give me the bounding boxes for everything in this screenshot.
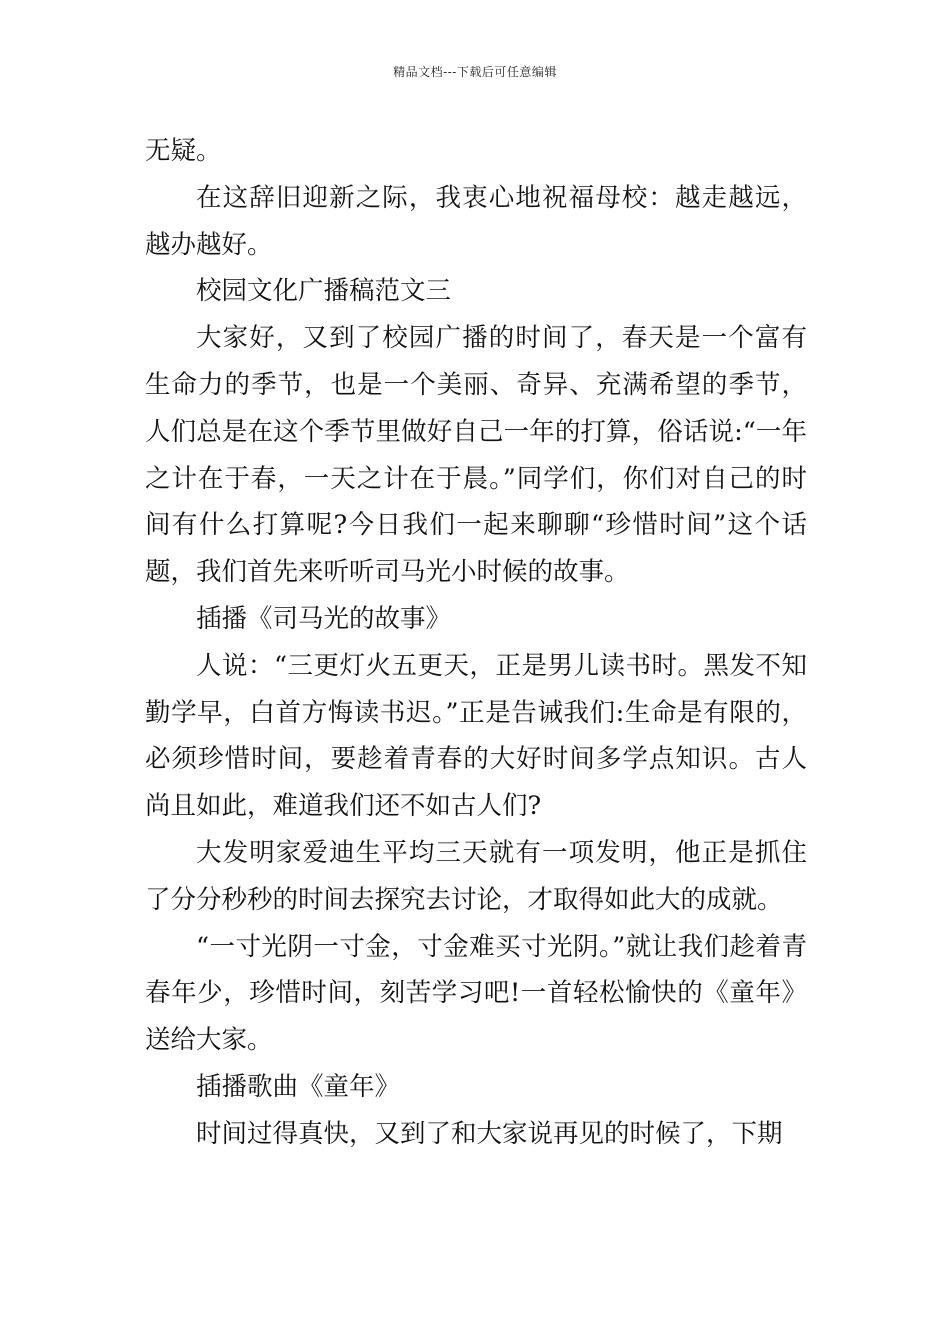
document-body (145, 128, 807, 1158)
insert-note-2: 插播歌曲《童年》 (196, 1071, 401, 1102)
paragraph-2: 在这辞旧迎新之际，我衷心地祝福母校：越走越远，越办越好。 (145, 182, 807, 260)
paragraph-4: 人说：“三更灯火五更天，正是男儿读书时。黑发不知勤学早，白首方悔读书迟。”正是告诫我们:生命是有限的，必须珍惜时间，要趁着青春的大好时间多学点知识。古人尚且如此，难道我们还不如古人们? (145, 650, 807, 822)
paragraph-6: “一寸光阴一寸金，寸金难买寸光阴。”就让我们趁着青春年少，珍惜时间，刻苦学习吧!一首轻松愉快的《童年》送给大家。 (145, 931, 807, 1056)
paragraph-7: 时间过得真快，又到了和大家说再见的时候了，下期 (196, 1118, 783, 1149)
paragraph-3: 大家好，又到了校园广播的时间了，春天是一个富有生命力的季节，也是一个美丽、奇异、充满希望的季节，人们总是在这个季节里做好自己一年的打算，俗话说:“一年之计在于春，一天之计在于晨。”同学们，你们对自己的时间有什么打算呢?今日我们一起来聊聊“珍惜时间”这个话题，我们首先来听听司马光小时候的故事。 (145, 323, 807, 588)
paragraph-5: 大发明家爱迪生平均三天就有一项发明，他正是抓住了分分秒秒的时间去探究去讨论，才取得如此大的成就。 (145, 837, 807, 915)
page-header: 精品文档---下载后可任意编辑 (393, 65, 557, 79)
insert-note-1: 插播《司马光的故事》 (196, 603, 452, 634)
paragraph-1: 无疑。 (145, 136, 222, 166)
section-title: 校园文化广播稿范文三 (196, 276, 452, 307)
